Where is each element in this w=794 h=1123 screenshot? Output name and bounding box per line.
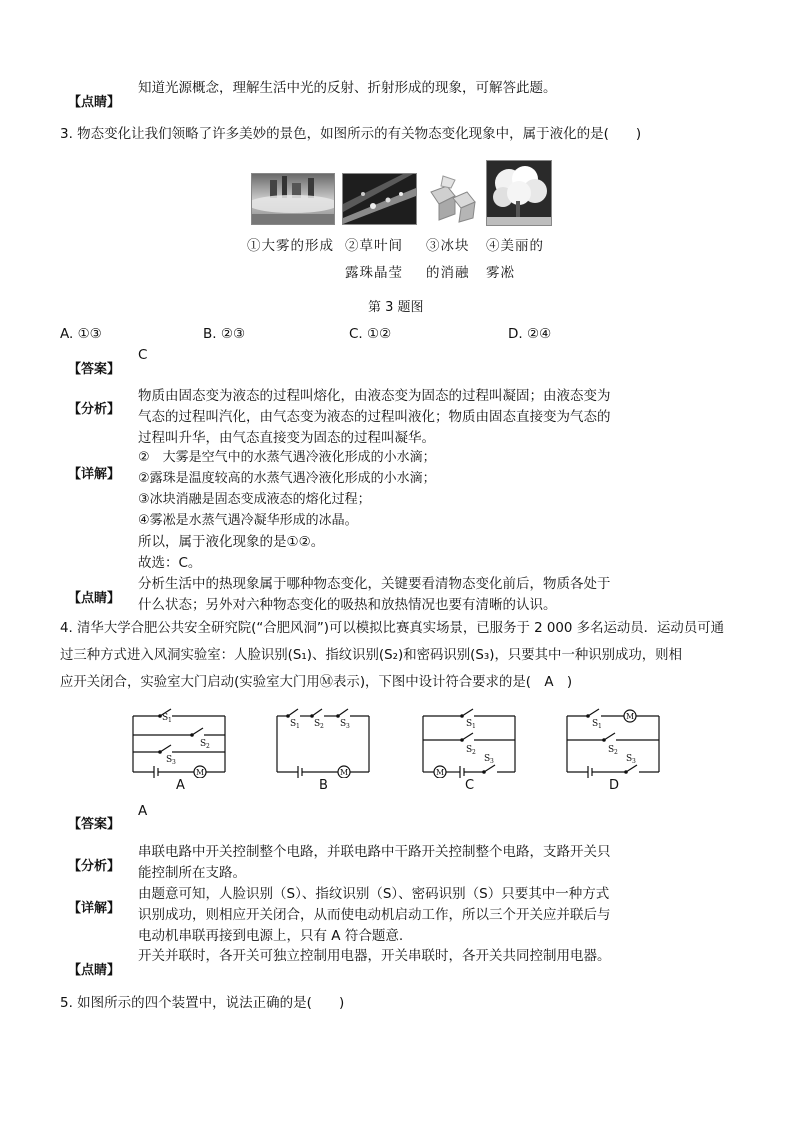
svg-text:3: 3 [490, 758, 494, 765]
q3-detail-line3: ③冰块消融是固态变成液态的熔化过程； [138, 492, 371, 507]
svg-text:M: M [196, 768, 205, 777]
circuit-b-diagram [276, 706, 372, 778]
svg-text:S: S [200, 739, 207, 749]
q3-analysis-tag: 【分析】 [68, 402, 121, 417]
ice-photo [424, 173, 478, 225]
q3-option-b: B. ②③ [203, 326, 246, 342]
svg-text:1: 1 [296, 723, 300, 730]
q4-detail-line1: 由题意可知，人脸识别（S）、指纹识别（S）、密码识别（S）只要其中一种方式 [138, 886, 610, 902]
q3-answer-tag: 【答案】 [68, 362, 121, 377]
q4-point-text: 开关并联时，各开关可独立控制用电器，开关串联时，各开关共同控制用电器。 [138, 948, 611, 964]
top-point-tag: 【点睛】 [68, 95, 121, 110]
svg-text:3: 3 [632, 758, 636, 765]
q4-detail-line3: 电动机串联再接到电源上，只有 A 符合题意. [138, 928, 404, 944]
svg-text:1: 1 [168, 717, 172, 724]
fog-photo [251, 173, 335, 225]
q3-analysis-line2: 气态的过程叫汽化，由气态变为液态的过程叫液化；物质由固态直接变为气态的 [138, 409, 611, 425]
caption-ice-line1: ③冰块 [426, 238, 470, 254]
q3-analysis-line3: 过程叫升华，由气态直接变为固态的过程叫凝华。 [138, 430, 435, 446]
svg-text:S: S [340, 719, 347, 729]
q3-figure-title: 第 3 题图 [368, 300, 424, 315]
svg-text:1: 1 [598, 723, 602, 730]
q3-detail-tag: 【详解】 [68, 467, 121, 482]
caption-ice-line2: 的消融 [426, 265, 470, 281]
svg-text:1: 1 [472, 723, 476, 730]
q3-detail-line1: ② 大雾是空气中的水蒸气遇冷液化形成的小水滴； [138, 450, 436, 465]
q3-point-tag: 【点睛】 [68, 591, 121, 606]
caption-rime-line2: 雾凇 [486, 265, 515, 281]
circuit-d-diagram [566, 706, 662, 778]
svg-text:2: 2 [614, 749, 618, 756]
q4-stem-line3: 应开关闭合，实验室大门启动(实验室大门用Ⓜ表示)，下图中设计符合要求的是( A ) [60, 675, 573, 690]
q4-analysis-line2: 能控制所在支路。 [138, 865, 246, 881]
svg-text:2: 2 [206, 743, 210, 750]
svg-text:S: S [290, 719, 297, 729]
q4-answer-tag: 【答案】 [68, 817, 121, 832]
dew-photo [342, 173, 417, 225]
q3-stem: 3. 物态变化让我们领略了许多美妙的景色，如图所示的有关物态变化现象中，属于液化的是( ) [60, 126, 642, 142]
svg-text:S: S [314, 719, 321, 729]
circuit-b-label: B [319, 778, 328, 793]
q4-analysis-line1: 串联电路中开关控制整个电路，并联电路中干路开关控制整个电路，支路开关只 [138, 844, 611, 860]
svg-text:S: S [484, 754, 491, 764]
svg-text:2: 2 [472, 749, 476, 756]
svg-text:S: S [166, 755, 173, 765]
svg-text:M: M [626, 712, 635, 721]
svg-text:S: S [626, 754, 633, 764]
svg-text:S: S [592, 719, 599, 729]
top-point-text: 知道光源概念，理解生活中光的反射、折射形成的现象，可解答此题。 [138, 80, 557, 96]
q3-option-d: D. ②④ [508, 326, 552, 342]
circuit-a-label: A [176, 778, 185, 793]
q4-stem-line2: 过三种方式进入风洞实验室：人脸识别(S₁)、指纹识别(S₂)和密码识别(S₃)，只要其中一种识别成功，则相 [60, 648, 682, 663]
caption-rime-line1: ④美丽的 [486, 238, 544, 254]
caption-dew-line2: 露珠晶莹 [345, 265, 403, 281]
svg-text:S: S [608, 745, 615, 755]
svg-text:3: 3 [172, 759, 176, 766]
svg-text:M: M [436, 768, 445, 777]
q3-detail-line4: ④雾凇是水蒸气遇冷凝华形成的冰晶。 [138, 513, 358, 528]
q3-answer: C [138, 347, 148, 363]
q3-option-c: C. ①② [349, 326, 392, 342]
rime-photo [486, 160, 552, 226]
q3-point-line2: 什么状态；另外对六种物态变化的吸热和放热情况也要有清晰的认识。 [138, 597, 557, 613]
q3-analysis-line1: 物质由固态变为液态的过程叫熔化，由液态变为固态的过程叫凝固；由液态变为 [138, 388, 611, 404]
circuit-c-label: C [465, 778, 475, 793]
svg-text:S: S [162, 713, 169, 723]
circuit-d-label: D [609, 778, 620, 793]
q3-detail-line2: ②露珠是温度较高的水蒸气遇冷液化形成的小水滴； [138, 471, 436, 486]
circuit-a-diagram [132, 706, 228, 778]
svg-text:S: S [466, 745, 473, 755]
q4-stem-line1: 4. 清华大学合肥公共安全研究院(“合肥风洞”)可以模拟比赛真实场景，已服务于 2 000 多名运动员．运动员可通 [60, 621, 724, 636]
circuit-c-diagram [422, 706, 518, 778]
svg-text:S: S [466, 719, 473, 729]
q4-detail-line2: 识别成功，则相应开关闭合，从而使电动机启动工作，所以三个开关应并联后与 [138, 907, 611, 923]
svg-text:2: 2 [320, 723, 324, 730]
svg-text:M: M [340, 768, 349, 777]
q3-detail-line5: 所以，属于液化现象的是①②。 [138, 534, 325, 550]
q4-detail-tag: 【详解】 [68, 901, 121, 916]
q4-answer: A [138, 803, 148, 819]
q3-detail-line6: 故选：C。 [138, 555, 202, 571]
caption-fog: ①大雾的形成 [247, 238, 334, 254]
q3-point-line1: 分析生活中的热现象属于哪种物态变化，关键要看清物态变化前后，物质各处于 [138, 576, 611, 592]
caption-dew-line1: ②草叶间 [345, 238, 403, 254]
q4-analysis-tag: 【分析】 [68, 859, 121, 874]
q3-option-a: A. ①③ [60, 326, 102, 342]
q4-point-tag: 【点睛】 [68, 963, 121, 978]
q5-stem: 5. 如图所示的四个装置中，说法正确的是( ) [60, 995, 345, 1011]
svg-text:3: 3 [346, 723, 350, 730]
